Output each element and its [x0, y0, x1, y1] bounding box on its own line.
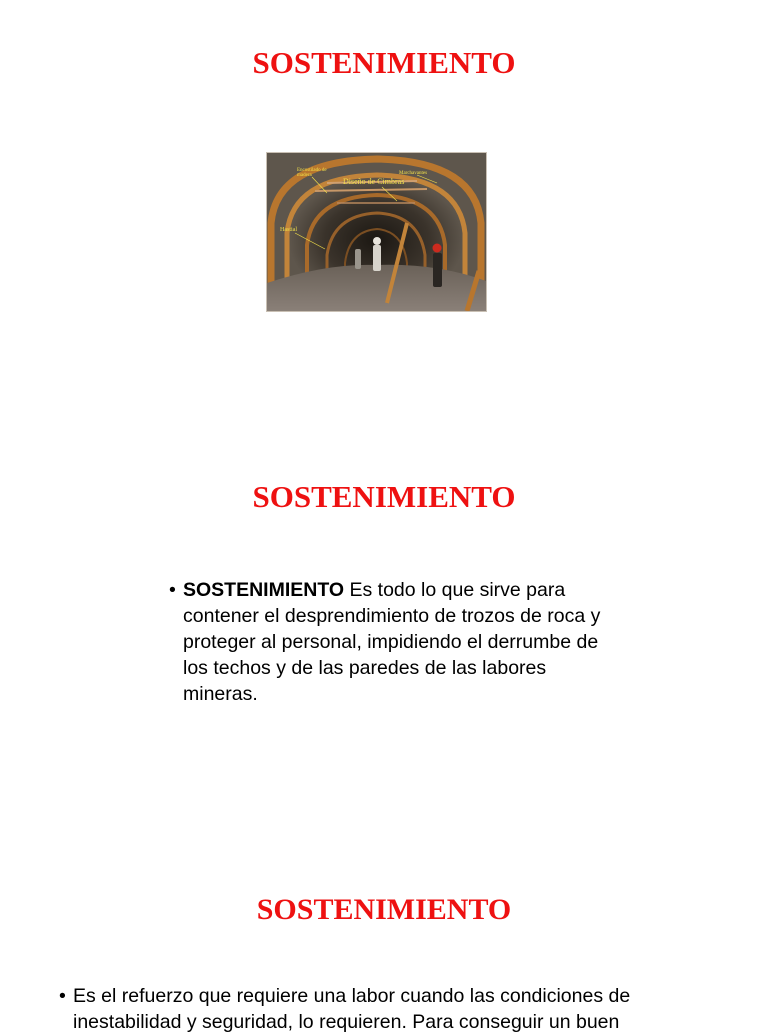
photo-label-diseno: Diseño de Cimbras	[343, 177, 405, 186]
definition-text: Es todo lo que sirve para contener el desprendimiento de trozos de roca y proteger al personal, impidiendo el derrumbe de los techos y de las paredes de las labores mineras.	[183, 579, 601, 705]
photo-label-marchavantes: Marchavantes	[399, 171, 428, 176]
slide-3-title: SOSTENIMIENTO	[256, 893, 512, 926]
mine-tunnel-support-photo	[267, 153, 486, 311]
slide-3-bullet-item: • Es el refuerzo que requiere una labor cuando las condiciones de inestabilidad y seguridad, lo requieren. Para conseguir un buen	[59, 983, 679, 1035]
slide-2-bullet-item	[169, 577, 614, 707]
slide-2-bullet-list	[169, 577, 614, 707]
slide-2-title: SOSTENIMIENTO	[252, 479, 516, 514]
slide-1-title: SOSTENIMIENTO	[252, 45, 516, 80]
photo-label-encostilado: Encostilado de madera	[297, 168, 327, 178]
photo-label-hastial: Hastial	[280, 227, 297, 233]
definition-term: SOSTENIMIENTO	[183, 579, 345, 601]
slide-3-bullet-list	[59, 983, 679, 1035]
